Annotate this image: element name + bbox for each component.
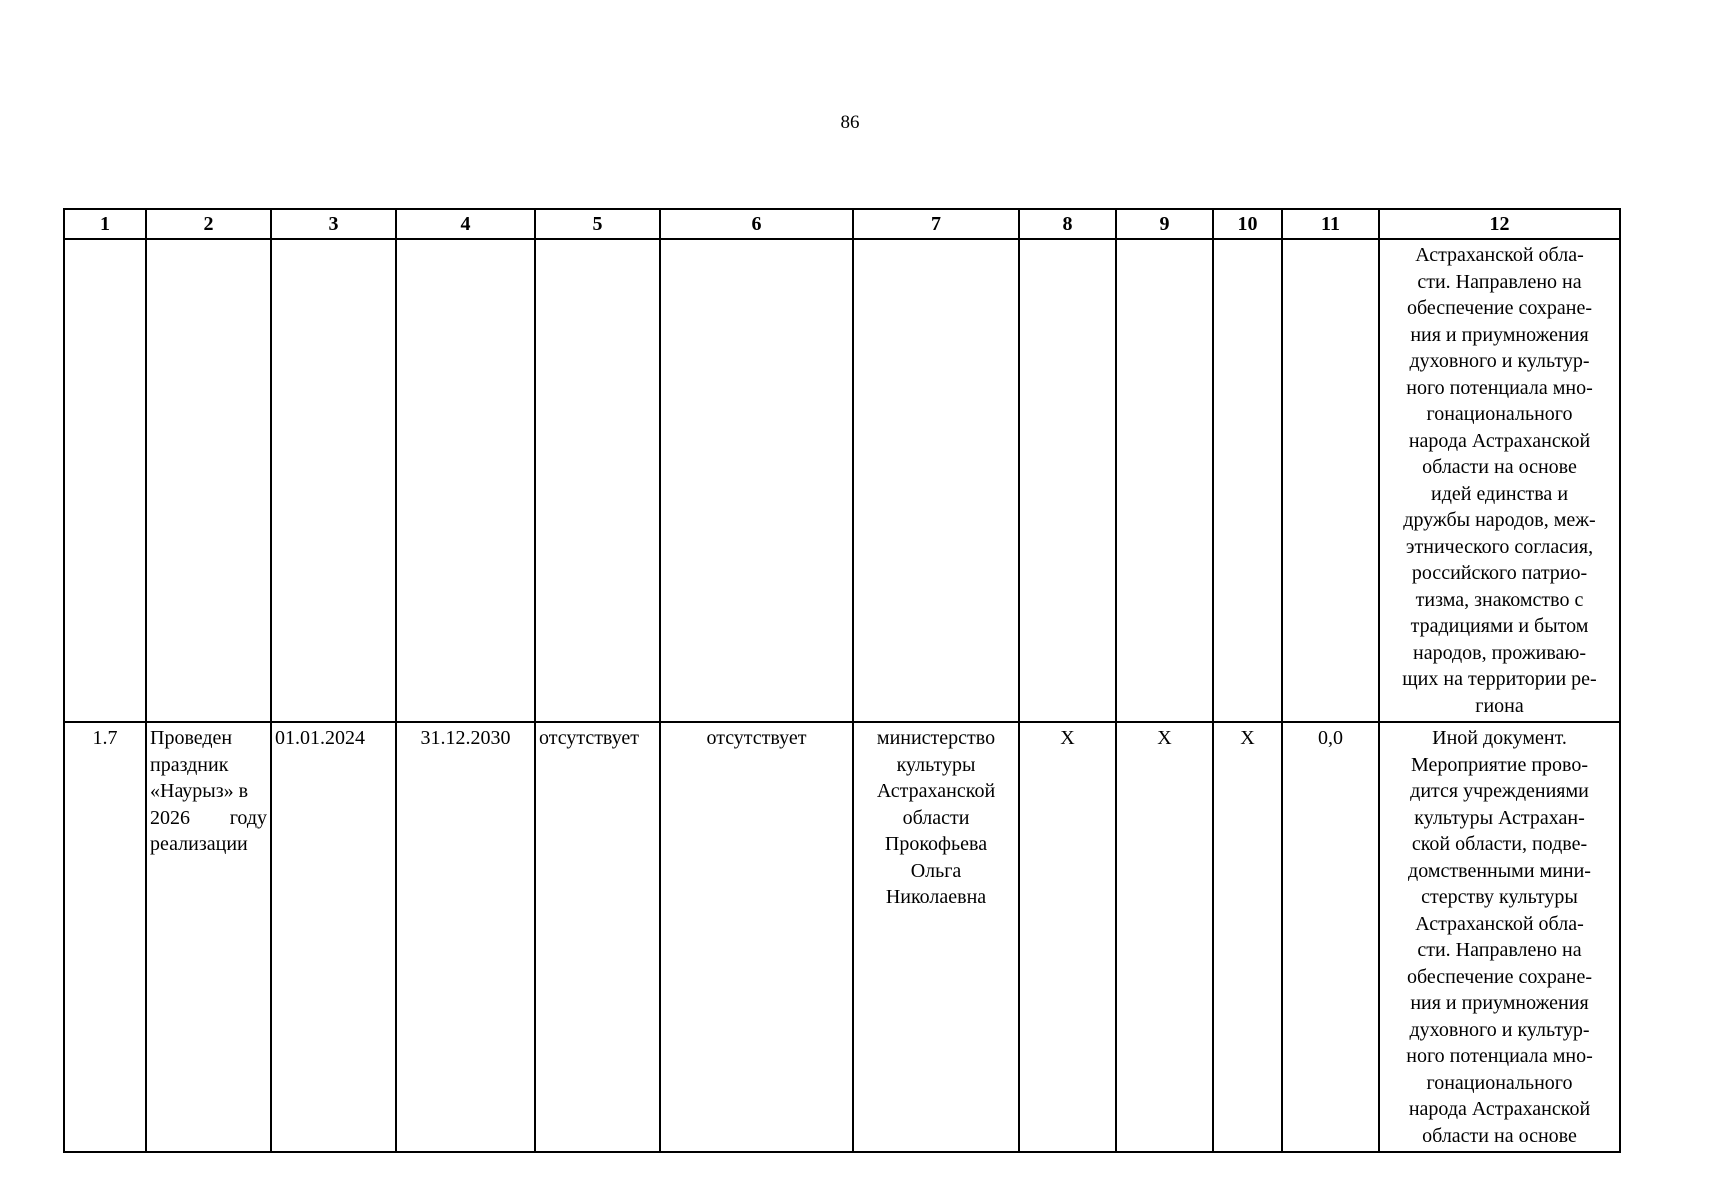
col9-value: X	[1116, 722, 1213, 1152]
description	[1379, 722, 1620, 1152]
text-line: российского патрио-	[1411, 562, 1588, 584]
text-line: области на основе	[1422, 456, 1577, 478]
table-row-1-7	[64, 722, 1620, 1152]
text-line: этнического согласия,	[1405, 535, 1594, 558]
responsible-executor	[853, 722, 1019, 1152]
text-line: министерство	[876, 727, 996, 749]
text-line: сти. Направлено на	[1417, 939, 1582, 961]
text-line: дится учреждениями	[1410, 780, 1589, 802]
text-line: 2026 году	[150, 806, 267, 829]
text-line: ния и приумножения	[1410, 323, 1589, 346]
column-header-12: 12	[1379, 209, 1620, 239]
text-line: тизма, знакомство с	[1415, 588, 1584, 611]
cell-empty	[1019, 239, 1116, 722]
cell-empty	[64, 239, 146, 722]
text-line: культуры Астрахан-	[1414, 806, 1585, 829]
end-date: 31.12.2030	[396, 722, 535, 1152]
row-number: 1.7	[64, 722, 146, 1152]
text-line: Иной документ.	[1432, 727, 1567, 749]
column-header-4: 4	[396, 209, 535, 239]
text-line: Астраханской обла-	[1415, 244, 1584, 266]
text-line: дружбы народов, меж-	[1403, 509, 1596, 531]
text-line: ния и приумножения	[1410, 992, 1589, 1014]
text-line: духовного и культур-	[1409, 1018, 1590, 1041]
cell-empty	[535, 239, 660, 722]
page-number: 86	[840, 112, 860, 133]
text-line: духовного и культур-	[1409, 350, 1590, 372]
text-line: гиона	[1475, 694, 1524, 717]
text-line: Николаевна	[885, 886, 987, 908]
text-line: Астраханской обла-	[1415, 912, 1584, 935]
text-line: Проведен	[150, 727, 233, 749]
text-line: гонационального	[1426, 403, 1573, 425]
col6-value: отсутствует	[660, 722, 853, 1152]
column-header-6: 6	[660, 209, 853, 239]
cell-empty	[1116, 239, 1213, 722]
text-line: стерству культуры	[1421, 886, 1578, 908]
text-line: народа Астраханской	[1408, 1098, 1591, 1120]
text-line: Мероприятие прово-	[1411, 753, 1588, 776]
text-line: Ольга	[910, 859, 962, 882]
col10-value: X	[1213, 722, 1282, 1152]
column-header-11: 11	[1282, 209, 1379, 239]
column-header-7: 7	[853, 209, 1019, 239]
col11-value: 0,0	[1282, 722, 1379, 1152]
text-line: традициями и бытом	[1410, 615, 1589, 637]
text-line: культуры	[896, 753, 976, 776]
text-line: области	[902, 806, 970, 829]
header-row	[64, 209, 1620, 239]
column-header-8: 8	[1019, 209, 1116, 239]
cell-empty	[853, 239, 1019, 722]
text-line: народов, проживаю-	[1412, 641, 1586, 664]
column-header-5: 5	[535, 209, 660, 239]
text-line: реализации	[150, 833, 248, 855]
column-header-9: 9	[1116, 209, 1213, 239]
cell-empty	[1282, 239, 1379, 722]
cell-empty	[271, 239, 396, 722]
cell-empty	[396, 239, 535, 722]
column-header-2: 2	[146, 209, 271, 239]
plan-table	[63, 208, 1621, 1153]
description-continued	[1379, 239, 1620, 722]
text-line: обеспечение сохране-	[1407, 965, 1592, 988]
start-date: 01.01.2024	[271, 722, 396, 1152]
text-line: щих на территории ре-	[1402, 668, 1597, 690]
col5-value: отсутствует	[535, 722, 660, 1152]
cell-empty	[660, 239, 853, 722]
text-line: ного потенциала мно-	[1406, 376, 1593, 399]
text-line: обеспечение сохране-	[1407, 297, 1592, 319]
text-line: сти. Направлено на	[1417, 270, 1582, 293]
column-header-1: 1	[64, 209, 146, 239]
text-line: «Наурыз» в	[150, 780, 249, 802]
text-line: Астраханской	[876, 780, 996, 802]
text-line: гонационального	[1426, 1071, 1573, 1094]
text-line: народа Астраханской	[1408, 429, 1591, 452]
cell-empty	[1213, 239, 1282, 722]
text-line: праздник	[150, 753, 229, 776]
text-line: домственными мини-	[1408, 859, 1591, 882]
column-header-10: 10	[1213, 209, 1282, 239]
text-line: идей единства и	[1430, 482, 1569, 505]
cell-empty	[146, 239, 271, 722]
text-line: Прокофьева	[884, 833, 988, 855]
text-line: ного потенциала мно-	[1406, 1045, 1593, 1067]
table-row-continued	[64, 239, 1620, 722]
text-line: области на основе	[1422, 1124, 1577, 1147]
event-name	[146, 722, 271, 1152]
col8-value: X	[1019, 722, 1116, 1152]
column-header-3: 3	[271, 209, 396, 239]
text-line: ской области, подве-	[1411, 833, 1588, 855]
